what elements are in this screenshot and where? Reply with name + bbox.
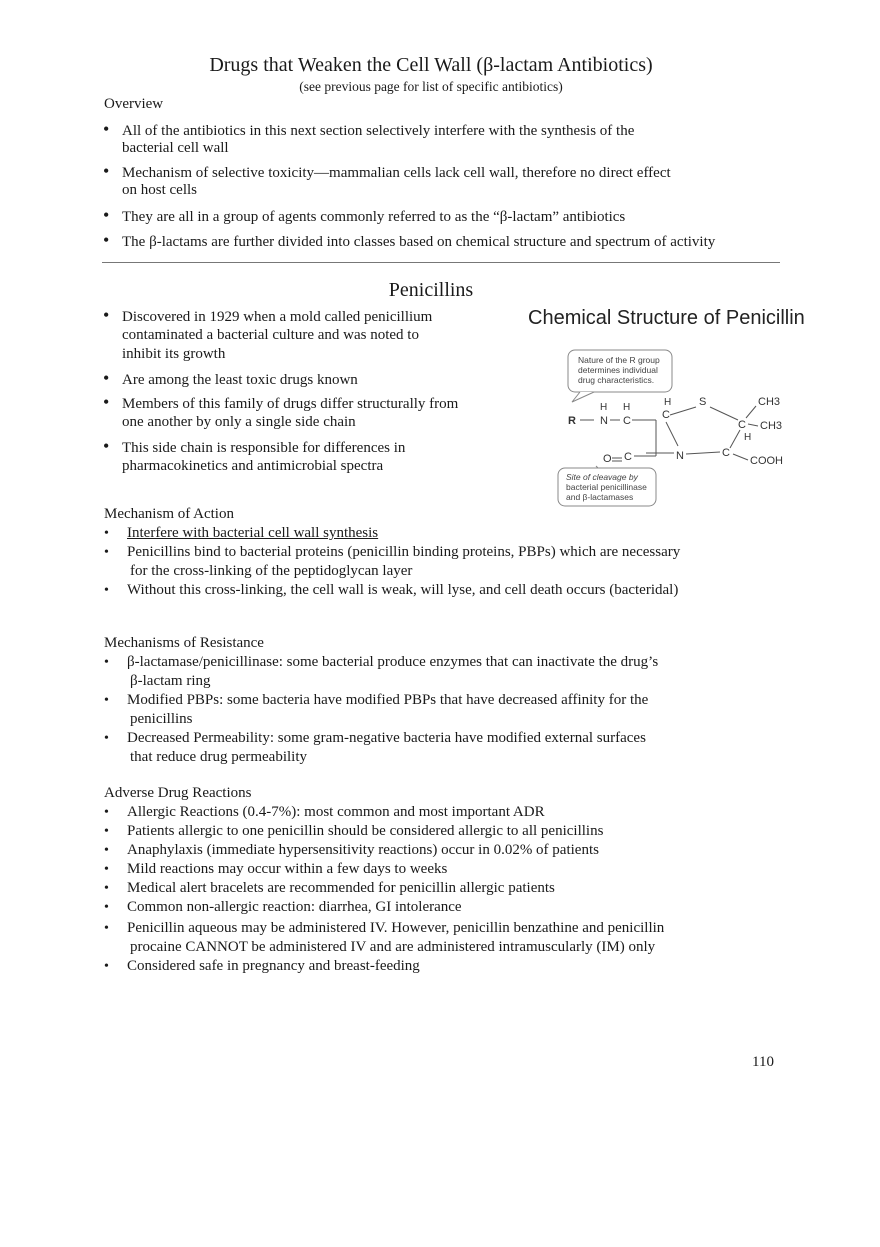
overview-item-1-line-2: bacterial cell wall [122,140,229,156]
bond [730,430,740,448]
mechanism-item-2-line-1: Penicillins bind to bacterial proteins (penicillin binding proteins, PBPs) which are necessary [127,544,681,560]
atom-cooh: COOH [750,455,783,467]
penicillins-item-3-line-2: one another by only a single side chain [122,414,356,430]
callout-pointer-icon [572,392,594,402]
bullet-icon: • [104,921,109,936]
atom-c-4: C [722,447,730,459]
penicillins-item-1-line-2: contaminated a bacterial culture and was noted to [122,327,419,343]
overview-heading: Overview [104,96,164,112]
bullet-icon: • [103,205,110,225]
bullet-icon: • [103,436,110,456]
atom-h-1: H [600,402,608,413]
resistance-item-2-line-2: penicillins [130,711,193,727]
bullet-icon: • [104,862,109,877]
overview-item-3-line-1: They are all in a group of agents commonly referred to as the “β-lactam” antibiotics [122,209,626,225]
page-number: 110 [752,1054,774,1070]
atom-s: S [699,396,707,408]
bullet-icon: • [104,526,109,541]
atom-c-3: C [624,451,632,463]
adverse-item-5: Medical alert bracelets are recommended for penicillin allergic patients [127,880,555,896]
bullet-icon: • [104,655,109,670]
atom-h-2: H [623,402,631,413]
overview-item-1-line-1: All of the antibiotics in this next section selectively interfere with the synthesis of the [122,123,635,139]
atom-n-1: N [600,415,608,427]
r-group-callout-line-1: Nature of the R group [578,355,660,365]
bullet-icon: • [103,305,110,325]
adverse-item-8: Considered safe in pregnancy and breast-feeding [127,958,420,974]
bullet-icon: • [103,119,110,139]
bullet-icon: • [103,392,110,412]
penicillins-heading: Penicillins [388,279,474,301]
resistance-item-2-line-1: Modified PBPs: some bacteria have modified PBPs that have decreased affinity for the [127,692,649,708]
atom-ch3-1: CH3 [758,396,781,408]
bond [746,406,756,418]
page-subtitle: (see previous page for list of specific antibiotics) [299,79,563,94]
overview-item-2-line-1: Mechanism of selective toxicity—mammalian cells lack cell wall, therefore no direct effect [122,165,671,181]
r-group-callout-line-2: determines individual [578,365,658,375]
atom-r: R [568,415,576,427]
bullet-icon: • [103,161,110,181]
bullet-icon: • [104,583,109,598]
bond [748,424,758,426]
bullet-icon: • [104,693,109,708]
penicillins-item-3-line-1: Members of this family of drugs differ structurally from [122,396,459,412]
bond [666,422,678,446]
overview-item-2-line-2: on host cells [122,182,197,198]
page-title: Drugs that Weaken the Cell Wall (β-lactam Antibiotics) [209,54,653,76]
bond [733,454,748,460]
section-divider [102,262,780,263]
bullet-icon: • [104,959,109,974]
atom-h-4: H [744,432,752,443]
resistance-item-3-line-1: Decreased Permeability: some gram-negative bacteria have modified external surfaces [127,730,646,746]
adverse-item-7-line-2: procaine CANNOT be administered IV and are administered intramuscularly (IM) only [130,939,656,955]
atom-c-5: C [662,409,670,421]
bond [686,452,720,454]
bullet-icon: • [104,824,109,839]
bond [710,407,738,420]
atom-ch3-2: CH3 [760,420,783,432]
mechanism-item-1-line-1: Interfere with bacterial cell wall synthesis [127,525,379,541]
figure-title: Chemical Structure of Penicillin [528,307,805,329]
atom-c-2: C [738,419,746,431]
penicillins-item-2-line-1: Are among the least toxic drugs known [122,372,358,388]
mechanism-item-3-line-1: Without this cross-linking, the cell wall is weak, will lyse, and cell death occurs (bacteridal) [127,582,679,598]
penicillins-item-4-line-1: This side chain is responsible for differences in [122,440,406,456]
bullet-icon: • [103,230,110,250]
bullet-icon: • [104,731,109,746]
resistance-item-3-line-2: that reduce drug permeability [130,749,308,765]
atom-c-1: C [623,415,631,427]
resistance-item-1-line-2: β-lactam ring [130,673,211,689]
mechanism-heading: Mechanism of Action [104,506,234,522]
r-group-callout-line-3: drug characteristics. [578,375,655,385]
adverse-item-4: Mild reactions may occur within a few days to weeks [127,861,448,877]
overview-item-4-line-1: The β-lactams are further divided into classes based on chemical structure and spectrum of activity [122,234,716,250]
bond [670,407,696,415]
bullet-icon: • [104,843,109,858]
penicillins-item-4-line-2: pharmacokinetics and antimicrobial spectra [122,458,384,474]
atom-n-2: N [676,450,684,462]
cleavage-callout-line-3: and β-lactamases [566,492,634,502]
penicillins-item-1-line-3: inhibit its growth [122,346,226,362]
adverse-item-2: Patients allergic to one penicillin should be considered allergic to all penicillins [127,823,604,839]
cleavage-callout-line-1: Site of cleavage by [566,472,638,482]
adverse-heading: Adverse Drug Reactions [104,785,252,801]
penicillins-item-1-line-1: Discovered in 1929 when a mold called penicillium [122,309,433,325]
bullet-icon: • [104,545,109,560]
mechanism-item-2-line-2: for the cross-linking of the peptidoglycan layer [130,563,413,579]
atom-o: O [603,453,612,465]
bullet-icon: • [103,368,110,388]
bullet-icon: • [104,805,109,820]
cleavage-callout-line-2: bacterial penicillinase [566,482,647,492]
bullet-icon: • [104,881,109,896]
resistance-heading: Mechanisms of Resistance [104,635,264,651]
penicillin-structure-diagram [550,340,800,510]
adverse-item-1: Allergic Reactions (0.4-7%): most common and most important ADR [127,804,545,820]
resistance-item-1-line-1: β-lactamase/penicillinase: some bacterial produce enzymes that can inactivate the drug’s [127,654,659,670]
adverse-item-3: Anaphylaxis (immediate hypersensitivity reactions) occur in 0.02% of patients [127,842,599,858]
adverse-item-6: Common non-allergic reaction: diarrhea, GI intolerance [127,899,462,915]
bullet-icon: • [104,900,109,915]
atom-h-3: H [664,397,672,408]
adverse-item-7-line-1: Penicillin aqueous may be administered IV. However, penicillin benzathine and penicillin [127,920,665,936]
